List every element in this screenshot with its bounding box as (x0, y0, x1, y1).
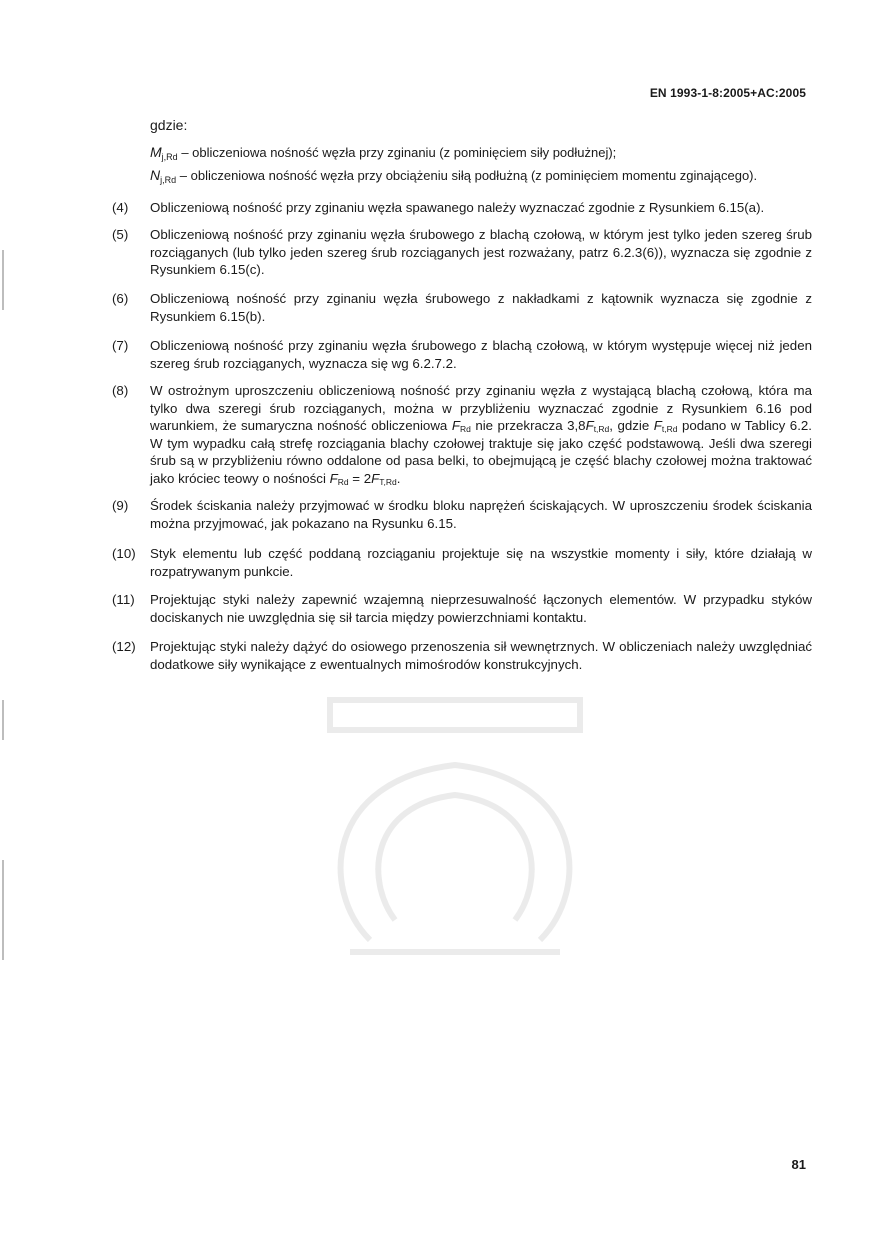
symbol: F (371, 470, 380, 486)
stamp-top-band (330, 700, 580, 730)
scan-margin-mark (2, 250, 4, 310)
clause-number: (7) (112, 338, 129, 353)
symbol: N (150, 167, 161, 183)
clause-text: Projektując styki należy zapewnić wzajemną nieprzesuwalność łączonych elementów. W przypadku styków dociskanych nie uwzględnia się sił tarcia między powierzchniami kontaktu. (150, 592, 812, 625)
where-label: gdzie: (150, 117, 188, 133)
clause-number: (8) (112, 383, 129, 398)
clause-10 (112, 545, 812, 580)
clause-text: Obliczeniową nośność przy zginaniu węzła śrubowego z blachą czołową, w którym występuje więcej niż jeden szereg śrub rozciąganych, wyznacza się wg 6.2.7.2. (150, 338, 812, 371)
clause-text: Obliczeniową nośność przy zginaniu węzła spawanego należy wyznaczać zgodnie z Rysunkiem 6.15(a). (150, 200, 765, 215)
clause-7 (112, 337, 812, 372)
symbol: F (329, 470, 338, 486)
stamp-inner-arch (378, 795, 531, 920)
symbol: M (150, 144, 162, 160)
definition-axial-resistance (150, 167, 757, 189)
symbol: F (585, 418, 594, 434)
subscript: Rd (337, 476, 349, 487)
subscript: j,Rd (160, 175, 177, 185)
clause-text: Środek ściskania należy przyjmować w środku bloku naprężeń ściskających. W uproszczeniu środek ściskania można przyjmować, jak pokazano na Rysunku 6.15. (150, 498, 812, 531)
clause-12 (112, 638, 812, 673)
clause-5 (112, 226, 812, 279)
text-segment: , gdzie (609, 418, 654, 434)
text-segment: podano w Tablicy 6.2. W tym wypadku całą strefę rozciągania blachy czołowej traktuje się jako część podstawową. Jeśli dwa szeregi śrub są w przybliżeniu równo oddalone od pasa belki, to obejmującą je część blachy czołowej można traktować jako króciec teowy o nośności (150, 418, 812, 486)
scan-margin-mark (2, 860, 4, 960)
clause-text: Projektując styki należy dążyć do osiowego przenoszenia sił wewnętrznych. W obliczeniach należy uwzględniać dodatkowe siły wynikające z ewentualnych mimośrodów konstrukcyjnych. (150, 639, 812, 672)
clause-number: (12) (112, 639, 136, 654)
clause-number: (9) (112, 498, 129, 513)
clause-text: Obliczeniową nośność przy zginaniu węzła śrubowego z nakładkami z kątownik wyznacza się zgodnie z Rysunkiem 6.15(b). (150, 291, 812, 324)
definition-moment-resistance (150, 144, 616, 166)
clause-4 (112, 199, 812, 217)
subscript: t,Rd (593, 424, 610, 435)
text-segment: = 2 (348, 470, 372, 486)
clause-number: (10) (112, 546, 136, 561)
subscript: T,Rd (379, 476, 397, 487)
subscript: t,Rd (661, 424, 678, 435)
text-segment: W ostrożnym uproszczeniu obliczeniową nośność przy zginaniu węzła z wystającą blachą czołową, która ma tylko dwa szeregi śrub rozciąganych, można w przybliżeniu wyznaczać zgodnie z Rysunkiem 6.16 pod warunkiem, że sumaryczna nośność obliczeniowa (150, 383, 812, 434)
stamp-arch (341, 765, 570, 940)
clause-11 (112, 591, 812, 626)
faded-stamp-icon (310, 690, 600, 970)
clause-text: Obliczeniową nośność przy zginaniu węzła śrubowego z blachą czołową, w którym jest tylko jeden szereg śrub rozciąganych (lub tylko jeden szereg śrub rozciąganych jest rozważany, patrz 6.2.3(6)), wyznacza się zgodnie z Rysunkiem 6.15(c). (150, 227, 812, 278)
scan-margin-mark (2, 700, 4, 740)
clause-number: (11) (112, 592, 135, 607)
symbol: F (451, 418, 460, 434)
clause-text: Styk elementu lub część poddaną rozciąganiu projektuje się na wszystkie momenty i siły, które działają w rozpatrywanym punkcie. (150, 546, 812, 579)
text-segment: . (396, 470, 401, 486)
clause-text (150, 382, 812, 488)
clause-number: (4) (112, 200, 129, 215)
symbol: F (653, 418, 662, 434)
clause-8 (112, 382, 812, 488)
definition-text: – obliczeniowa nośność węzła przy obciążeniu siłą podłużną (z pominięciem momentu zginającego). (179, 168, 758, 183)
clause-number: (5) (112, 227, 129, 242)
subscript: j,Rd (161, 152, 178, 162)
definition-text: – obliczeniowa nośność węzła przy zginaniu (z pominięciem siły podłużnej); (181, 145, 617, 160)
clause-number: (6) (112, 291, 129, 306)
standard-code-header: EN 1993-1-8:2005+AC:2005 (649, 86, 806, 100)
text-segment: nie przekracza 3,8 (470, 418, 586, 434)
clause-9 (112, 497, 812, 532)
subscript: Rd (459, 424, 471, 435)
page-number: 81 (791, 1157, 806, 1172)
clause-6 (112, 290, 812, 325)
